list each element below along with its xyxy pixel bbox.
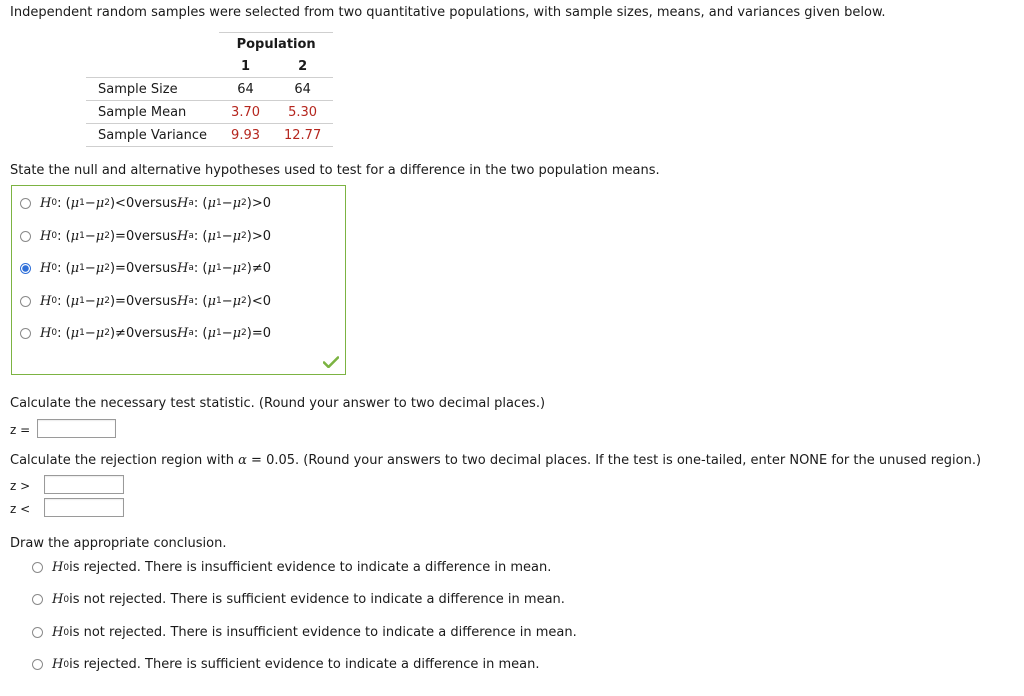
test-statistic-input[interactable] — [37, 419, 116, 438]
test-statistic-prompt: Calculate the necessary test statistic. (Round your answer to two decimal places.) — [10, 396, 546, 411]
table-row — [86, 78, 333, 101]
rejection-region-prompt: Calculate the rejection region with α = 0.05. (Round your answers to two decimal places. If the test is one-tailed, enter NONE for the unused region.) — [10, 453, 982, 468]
population-header: Population — [219, 33, 333, 56]
radio-button[interactable] — [32, 562, 43, 573]
conclusion-option-2[interactable]: H 0 is not rejected. There is sufficient evidence to indicate a difference in mean. — [32, 592, 565, 607]
hypotheses-answer-box — [11, 185, 346, 375]
conclusion-option-4[interactable]: H 0 is rejected. There is sufficient evidence to indicate a difference in mean. — [32, 657, 540, 672]
hypotheses-prompt: State the null and alternative hypotheses used to test for a difference in the two population means. — [10, 163, 660, 178]
hypothesis-option-4[interactable]: H 0 : ( μ 1 − μ 2 ) = 0 versus H a : ( μ 1 − μ 2 ) < 0 — [20, 291, 271, 311]
row-label: Sample Variance — [86, 124, 219, 147]
col-header-2: 2 — [272, 55, 333, 78]
row-label: Sample Mean — [86, 101, 219, 124]
z-greater-label: z > — [10, 479, 31, 493]
conclusion-option-3[interactable]: H 0 is not rejected. There is insufficient evidence to indicate a difference in mean. — [32, 625, 577, 640]
rejection-upper-input[interactable] — [44, 475, 124, 494]
cell: 5.30 — [272, 101, 333, 124]
z-less-label: z < — [10, 502, 31, 516]
rejection-lower-input[interactable] — [44, 498, 124, 517]
radio-button[interactable] — [32, 594, 43, 605]
col-header-1: 1 — [219, 55, 272, 78]
radio-button[interactable] — [20, 328, 31, 339]
row-label: Sample Size — [86, 78, 219, 101]
conclusion-option-1[interactable]: H 0 is rejected. There is insufficient evidence to indicate a difference in mean. — [32, 560, 551, 575]
cell: 3.70 — [219, 101, 272, 124]
table-row — [86, 124, 333, 147]
hypothesis-option-5[interactable]: H 0 : ( μ 1 − μ 2 ) ≠ 0 versus H a : ( μ 1 − μ 2 ) = 0 — [20, 323, 271, 343]
radio-button[interactable] — [32, 659, 43, 670]
radio-button[interactable] — [20, 198, 31, 209]
cell: 12.77 — [272, 124, 333, 147]
check-icon — [323, 356, 339, 368]
conclusion-prompt: Draw the appropriate conclusion. — [10, 536, 227, 551]
hypothesis-option-2[interactable]: H 0 : ( μ 1 − μ 2 ) = 0 versus H a : ( μ 1 − μ 2 ) > 0 — [20, 226, 271, 246]
radio-button[interactable] — [20, 296, 31, 307]
intro-text: Independent random samples were selected from two quantitative populations, with sample sizes, means, and variances given below. — [10, 5, 886, 20]
z-label: z = — [10, 423, 31, 437]
radio-button[interactable] — [20, 263, 31, 274]
radio-button[interactable] — [32, 627, 43, 638]
cell: 9.93 — [219, 124, 272, 147]
cell: 64 — [272, 78, 333, 101]
hypothesis-option-3[interactable]: H 0 : ( μ 1 − μ 2 ) = 0 versus H a : ( μ 1 − μ 2 ) ≠ 0 — [20, 258, 271, 278]
table-row — [86, 101, 333, 124]
hypothesis-option-1[interactable]: H 0 : ( μ 1 − μ 2 ) < 0 versus H a : ( μ 1 − μ 2 ) > 0 — [20, 193, 271, 213]
cell: 64 — [219, 78, 272, 101]
sample-table — [86, 32, 333, 147]
radio-button[interactable] — [20, 231, 31, 242]
